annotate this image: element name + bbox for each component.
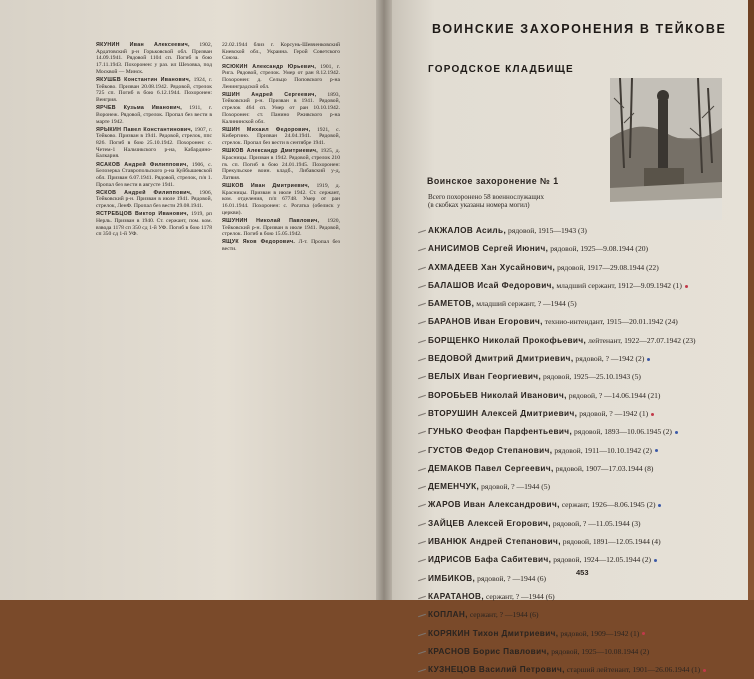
- pencil-mark: [418, 541, 426, 544]
- burial-name: КУЗНЕЦОВ Василий Петрович,: [428, 665, 565, 675]
- pencil-mark: [418, 266, 426, 269]
- burial-details: рядовой, 1909—1942 (1): [560, 628, 640, 638]
- biography-text: 1921, с. Кибергино. Призван 24.04.1941. Рядовой, стрелок. Пропал без вести в сентябре 1941.: [222, 126, 340, 147]
- burial-name: ВТОРУШИН Алексей Дмитриевич,: [428, 408, 578, 418]
- biography-text: 1906, Тейковский р-н. Призван в июле 1941. Рядовой, стрелок, ЛенФ. Пропал без вести 29.08.1941.: [96, 189, 213, 210]
- cemetery-subheading: ГОРОДСКОЕ КЛАДБИЩЕ: [428, 64, 574, 75]
- burial-details: рядовой, ? —14.06.1944 (21): [568, 390, 661, 400]
- burial-list: [428, 222, 743, 679]
- biography-name: ЯШКОВ Иван Дмитриевич,: [222, 183, 310, 190]
- burial-entry: [428, 515, 743, 533]
- burial-name: ЖАРОВ Иван Александрович,: [428, 500, 560, 510]
- pencil-mark: [418, 504, 426, 507]
- biography-name: ЯСЮКИН Александр Юрьевич,: [222, 63, 317, 70]
- biography-name: ЯЩУК Яков Федорович.: [222, 239, 296, 246]
- burial-entry: [428, 332, 743, 350]
- marker-dot-icon: [658, 504, 661, 507]
- burial-details: рядовой, ? —1944 (6): [477, 573, 547, 583]
- biography-entry: [222, 127, 340, 147]
- burial-entry: [428, 295, 743, 313]
- pencil-mark: [418, 303, 426, 306]
- biography-text: 1902, Ардатовский р-н Горьковской обл. Призван 14.09.1941. Рядовой 1104 сп. Погиб в бою 17.11.1943. Похоронен: у раз. ил Шеховка, под Москвой — Минск.: [96, 42, 213, 75]
- burial-name: ВЕЛЫХ Иван Георгиевич,: [428, 372, 542, 382]
- burial-details: рядовой, ? —1942 (2): [575, 354, 645, 364]
- biography-entry: [96, 127, 212, 161]
- biography-text: 1907, г. Тейково. Призван в 1941. Рядовой, стрелок, ппс 826. Погиб в бою 25.10.1942. Похоронен: с. Четем-1 Нальчикского р-на, Кабардино-Балкария.: [96, 126, 213, 160]
- biography-entry: [222, 92, 340, 126]
- pencil-mark: [418, 413, 426, 416]
- burial-entry: [428, 387, 743, 405]
- book-gutter: [376, 0, 392, 600]
- burial-details: рядовой, 1917—29.08.1944 (22): [557, 262, 659, 272]
- burial-entry: [428, 588, 743, 606]
- biography-entry: [222, 64, 340, 91]
- burial-name: БОРЩЕНКО Николай Прокофьевич,: [428, 335, 587, 345]
- pencil-mark: [418, 486, 426, 489]
- burial-entry: [428, 496, 743, 514]
- burial-details: сержант, 1926—8.06.1945 (2): [561, 500, 656, 510]
- burial-entry: [428, 350, 743, 368]
- burial-entry: [428, 625, 743, 643]
- burial-name: ИМБИКОВ,: [428, 573, 476, 583]
- biography-name: ЯКУШЕВ Константин Иванович,: [96, 76, 191, 83]
- burial-name: АХМАДЕЕВ Хан Хусайнович,: [428, 262, 556, 272]
- burial-details: рядовой, 1925—25.10.1943 (5): [543, 372, 641, 382]
- memorial-photo: [610, 78, 722, 220]
- biography-name: ЯСКОВ Андрей Филиппович,: [96, 189, 192, 196]
- marker-dot-icon: [654, 559, 657, 562]
- biography-name: ЯСТРЕБЦОВ Виктор Иванович,: [96, 211, 189, 218]
- marker-dot-icon: [651, 413, 654, 416]
- burial-note: [428, 193, 603, 210]
- biography-text: 1911, г. Воронеж. Рядовой, стрелок. Пропал без вести в марте 1942.: [96, 105, 212, 125]
- pencil-mark: [418, 340, 426, 343]
- burial-entry: [428, 259, 743, 277]
- pencil-mark: [418, 577, 426, 580]
- burial-name: КОПЛАН,: [428, 610, 468, 620]
- biography-text: 1893, Тейковский р-н. Призван в 1941. Рядовой, стрелок 464 сп. Умер от ран 10.10.1942. Похоронен: ст. Панино Рживского р-на Калининской обл.: [222, 91, 340, 125]
- burial-name: ВОРОБЬЕВ Николай Иванович,: [428, 390, 567, 400]
- left-page: [0, 0, 376, 600]
- burial-entry: [428, 222, 743, 240]
- pencil-mark: [418, 394, 426, 397]
- marker-dot-icon: [647, 358, 650, 361]
- burial-details: рядовой, 1924—12.05.1944 (2): [553, 555, 652, 565]
- pencil-mark: [418, 632, 426, 635]
- biography-text: 1919, рп Нерль. Призван в 1940. Ст. сержант, пом. ком. взвода 1178 сп 350 сд 1-й УФ. Погиб в бою 1178 сп 350 сд 1-й УФ.: [96, 211, 213, 238]
- biography-text: 1924, г. Тейково. Призван 20.08.1942. Рядовой, стрелок 725 сп. Погиб в бою 6.12.1944. Похоронен: Венгрия.: [96, 76, 213, 104]
- burial-name: ВЕДОВОЙ Дмитрий Дмитриевич,: [428, 354, 574, 364]
- pencil-mark: [418, 651, 426, 654]
- biography-name: ЯРЧЕВ Кузьма Иванович,: [96, 105, 182, 112]
- page-number: 453: [576, 568, 589, 577]
- burial-section-title: Воинское захоронение № 1: [427, 176, 559, 186]
- burial-details: рядовой, ? —11.05.1944 (3): [552, 518, 641, 528]
- biography-name: ЯШУНИН Николай Павлович,: [222, 217, 320, 224]
- biography-name: ЯРЫКИН Павел Константинович,: [96, 126, 193, 133]
- burial-entry: [428, 551, 743, 569]
- biography-text: 1925, д. Красницы. Призван в 1942. Рядовой, стрелок 210 гв. сп. Погиб в бою 24.01.1945. Похоронен: Прекульское воин. кладб., Либавский у-д, Латвия.: [222, 148, 340, 181]
- pencil-mark: [418, 248, 426, 251]
- biography-text: Л-т. Пропал без вести.: [222, 239, 340, 253]
- burial-entry: [428, 368, 743, 386]
- biography-entry: [96, 162, 212, 189]
- burial-details: лейтенант, 1922—27.07.1942 (23): [588, 335, 696, 345]
- burial-name: ИДРИСОВ Бафа Сабитевич,: [428, 555, 552, 565]
- burial-details: младший сержант, ? —1944 (5): [476, 299, 577, 309]
- biography-entry: [222, 148, 340, 182]
- right-page: [392, 0, 748, 675]
- biography-entry: [222, 218, 340, 238]
- burial-name: БАЛАШОВ Исай Федорович,: [428, 280, 555, 290]
- burial-details: младший сержант, 1912—9.09.1942 (1): [556, 280, 682, 290]
- pencil-mark: [418, 523, 426, 526]
- pencil-mark: [418, 376, 426, 379]
- burial-details: рядовой, 1925—9.08.1944 (20): [550, 244, 649, 254]
- biography-entry: [222, 239, 340, 252]
- burial-name: БАМЕТОВ,: [428, 299, 475, 309]
- pencil-mark: [418, 230, 426, 233]
- page-heading: ВОИНСКИЕ ЗАХОРОНЕНИЯ В ТЕЙКОВЕ: [432, 22, 727, 36]
- burial-entry: [428, 606, 743, 624]
- pencil-mark: [418, 431, 426, 434]
- biography-name: ЯСАКОВ Андрей Филиппович,: [96, 161, 189, 168]
- biography-entry: [222, 42, 340, 62]
- burial-details: рядовой, 1893—10.06.1945 (2): [574, 427, 672, 437]
- biography-name: ЯШКОВ Александр Дмитриевич,: [222, 148, 319, 155]
- burial-entry: [428, 423, 743, 441]
- biography-entry: [222, 183, 340, 217]
- pencil-mark: [418, 669, 426, 672]
- burial-details: рядовой, 1907—17.03.1944 (8): [555, 463, 654, 473]
- burial-name: АНИСИМОВ Сергей Июнич,: [428, 244, 549, 254]
- pencil-mark: [418, 449, 426, 452]
- marker-dot-icon: [685, 285, 688, 288]
- burial-name: АКЖАЛОВ Асиль,: [428, 226, 507, 235]
- biography-entry: [96, 77, 212, 104]
- burial-entry: [428, 442, 743, 460]
- burial-details: технио-интендант, 1915—20.01.1942 (24): [544, 317, 678, 327]
- burial-name: ДЕМАКОВ Павел Сергеевич,: [428, 463, 554, 473]
- biography-entry: [96, 42, 212, 76]
- burial-details: рядовой, 1915—1943 (3): [508, 226, 587, 235]
- burial-entry: [428, 240, 743, 258]
- pencil-mark: [418, 358, 426, 361]
- pencil-mark: [418, 285, 426, 288]
- burial-name: ЗАЙЦЕВ Алексей Егорович,: [428, 518, 551, 528]
- marker-dot-icon: [655, 449, 658, 452]
- biography-name: ЯКУНИН Иван Алексеевич,: [96, 42, 190, 48]
- biography-text: 22.02.1944 близ г. Корсунь-Шевченковский Киевской обл., Украина. Герой Советского Союза.: [222, 42, 340, 62]
- marker-dot-icon: [675, 431, 678, 434]
- pencil-mark: [418, 614, 426, 617]
- biography-name: ЯШИН Андрей Сергеевич,: [222, 91, 317, 98]
- burial-details: сержант, ? —1944 (6): [469, 610, 539, 620]
- marker-dot-icon: [703, 669, 706, 672]
- pencil-mark: [418, 321, 426, 324]
- burial-note-line1: Всего похоронено 58 военнослужащих: [428, 193, 545, 201]
- burial-entry: [428, 460, 743, 478]
- biography-entry: [96, 190, 212, 210]
- biography-entry: [96, 211, 212, 238]
- biography-text: 1901, г. Рига. Рядовой, стрелок. Умер от ран 8.12.1942. Похоронен: д. Сельцо Поповского р-на Ленинградской обл.: [222, 63, 340, 90]
- burial-entry: [428, 643, 743, 661]
- burial-entry: [428, 405, 743, 423]
- burial-name: ДЕМЕНЧУК,: [428, 482, 480, 492]
- burial-name: ГУСТОВ Федор Степанович,: [428, 445, 553, 455]
- burial-name: ГУНЬКО Феофан Парфентьевич,: [428, 427, 573, 437]
- burial-entry: [428, 661, 743, 679]
- burial-entry: [428, 313, 743, 331]
- burial-details: рядовой, 1891—12.05.1944 (4): [562, 537, 661, 547]
- biography-text: 1919, д. Красницы. Призван в июле 1942. Ст. сержант, ком. отделения, п/п 67748. Умер от ран 16.01.1944. Похоронен: с. Рогатка (обелиск у церкви).: [222, 183, 340, 216]
- burial-name: КОРЯКИН Тихон Дмитриевич,: [428, 628, 559, 638]
- burial-name: КРАСНОВ Борис Павлович,: [428, 646, 550, 656]
- burial-details: рядовой, ? —1944 (5): [481, 482, 551, 492]
- biography-entry: [96, 105, 212, 125]
- biography-text: 1906, с. Белозерка Ставропольского р-на Куйбышевской обл. Призван 6.07.1941. Рядовой, стрелок, п/я 1. Пропал без вести в августе 1941.: [96, 161, 212, 188]
- burial-name: КАРАТАНОВ,: [428, 591, 485, 601]
- burial-entry: [428, 277, 743, 295]
- biography-text: 1920, Тейковский р-н. Призван в июле 1941. Рядовой, стрелок. Погиб в бою 15.05.1942.: [222, 217, 340, 238]
- burial-name: ИВАНЮК Андрей Степанович,: [428, 537, 561, 547]
- left-column-2: [222, 42, 340, 254]
- burial-details: рядовой, ? —1942 (1): [579, 408, 649, 418]
- burial-entry: [428, 533, 743, 551]
- burial-details: старший лейтенант, 1901—26.06.1944 (1): [566, 665, 701, 675]
- burial-entry: [428, 478, 743, 496]
- burial-name: БАРАНОВ Иван Егорович,: [428, 317, 543, 327]
- burial-details: сержант, ? —1944 (6): [485, 591, 555, 601]
- burial-note-line2: (в скобках указаны номера могил): [428, 201, 530, 210]
- left-column-1: [96, 42, 212, 239]
- burial-details: рядовой, 1911—10.10.1942 (2): [554, 445, 652, 455]
- pencil-mark: [418, 559, 426, 562]
- marker-dot-icon: [642, 632, 645, 635]
- burial-details: рядовой, 1925—10.08.1944 (2): [551, 646, 650, 656]
- pencil-mark: [418, 468, 426, 471]
- biography-name: ЯШИН Михаил Федорович,: [222, 126, 311, 133]
- pencil-mark: [418, 596, 426, 599]
